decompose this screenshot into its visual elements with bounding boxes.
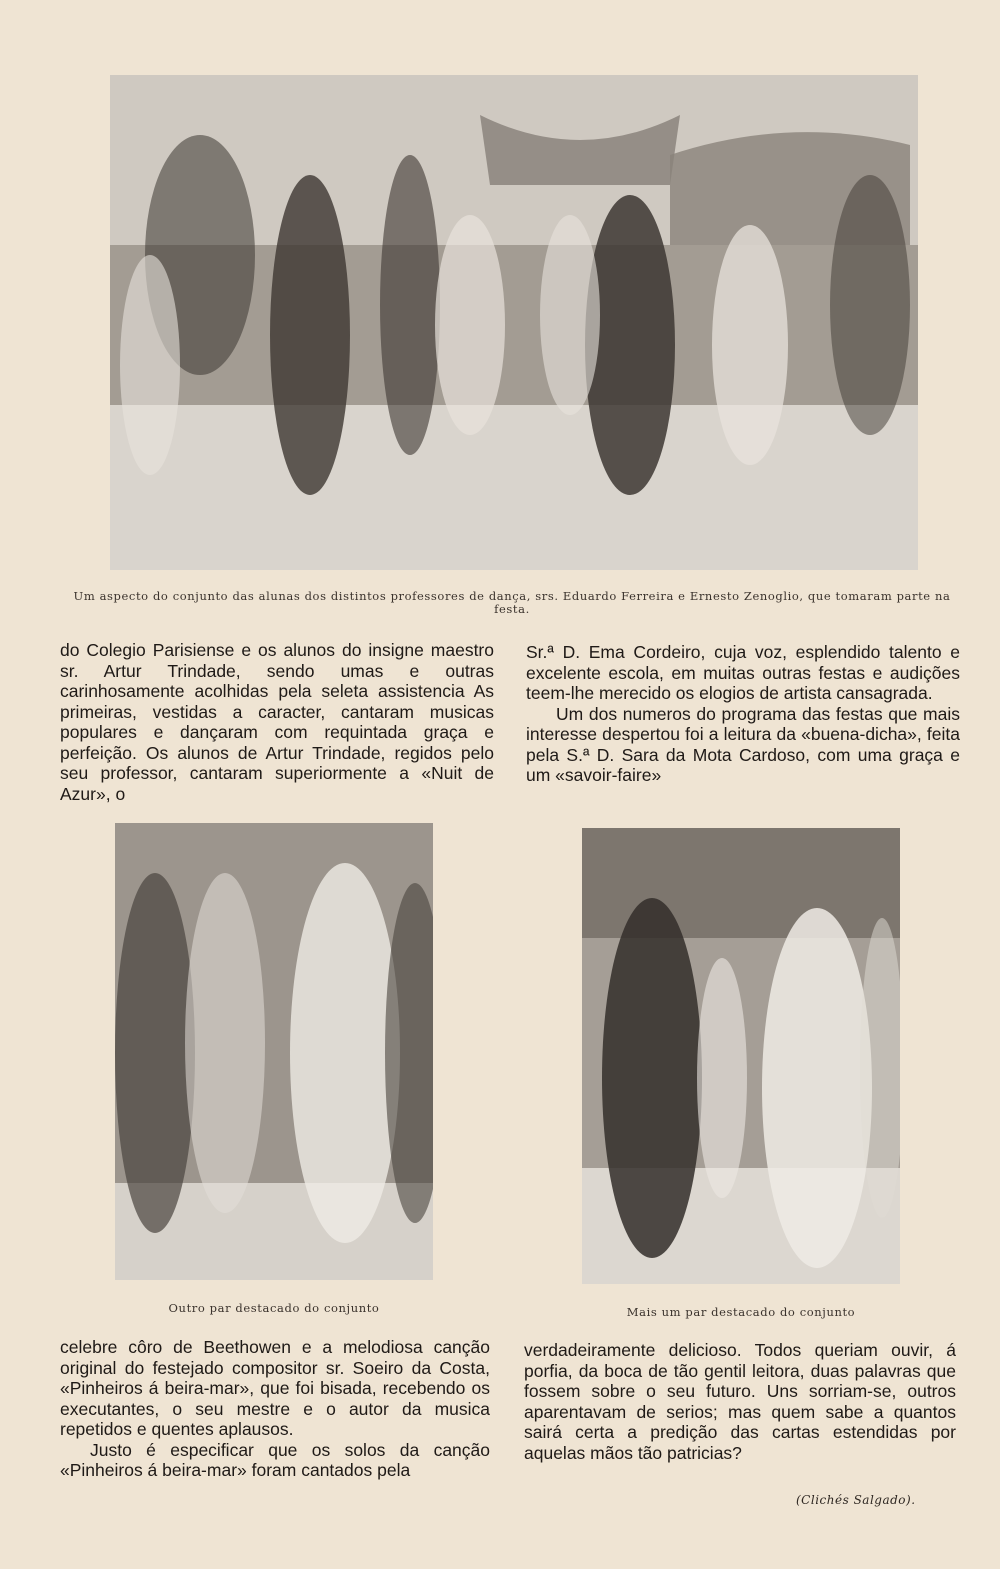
photo-dance-pair-left (115, 823, 433, 1280)
article-paragraph: Justo é especificar que os solos da canção «Pinheiros á beira-mar» foram cantados pela (60, 1439, 490, 1480)
caption-top: Um aspecto do conjunto das alunas dos distintos professores de dança, srs. Eduardo Ferreira e Ernesto Zenoglio, que tomaram parte na festa. (73, 589, 951, 617)
photo-dance-pair-right-illustration (582, 828, 900, 1284)
caption-left: Outro par destacado do conjunto (168, 1301, 380, 1315)
article-paragraph: Um dos numeros do programa das festas que mais interesse despertou foi a leitura da «buena-dicha», feita pela S.ª D. Sara da Mota Cardoso, com uma graça e um «savoir-faire» (526, 703, 960, 785)
caption-right: Mais um par destacado do conjunto (626, 1305, 856, 1319)
photo-dance-group-illustration (110, 75, 918, 570)
article-column-left-top (60, 640, 494, 804)
article-paragraph: Sr.ª D. Ema Cordeiro, cuja voz, esplendido talento e excelente escola, em muitas outras festas e audições teem-lhe merecido os elogios de artista cansagrada. (526, 642, 960, 703)
article-column-left-bottom (60, 1337, 490, 1481)
article-column-right-top (526, 642, 960, 786)
photo-dance-pair-right (582, 828, 900, 1284)
article-paragraph: celebre côro de Beethowen e a melodiosa canção original do festejado compositor sr. Soeiro da Costa, «Pinheiros á beira-mar», que foi bisada, recebendo os executantes, o seu mestre e o autor da musica repetidos e quentes aplausos. (60, 1337, 490, 1439)
article-column-right-bottom (524, 1340, 956, 1463)
photo-credit: (Clichés Salgado). (796, 1493, 916, 1507)
article-paragraph: verdadeiramente delicioso. Todos queriam ouvir, á porfia, da boca de tão gentil leitora, duas palavras que fossem sobre o seu futuro. Uns sorriam-se, outros aparentavam de serios; mas quem sabe a quantos sairá certa a predição das cartas estendidas por aquelas mãos tão patricias? (524, 1340, 956, 1463)
photo-dance-pair-left-illustration (115, 823, 433, 1280)
photo-dance-group (110, 75, 918, 570)
article-paragraph: do Colegio Parisiense e os alunos do insigne maestro sr. Artur Trindade, sendo umas e outras carinhosamente acolhidas pela seleta assistencia As primeiras, vestidas a caracter, cantaram musicas populares e dançaram com requintada graça e perfeição. Os alunos de Artur Trindade, regidos pelo seu professor, cantaram superiormente a «Nuit de Azur», o (60, 640, 494, 804)
